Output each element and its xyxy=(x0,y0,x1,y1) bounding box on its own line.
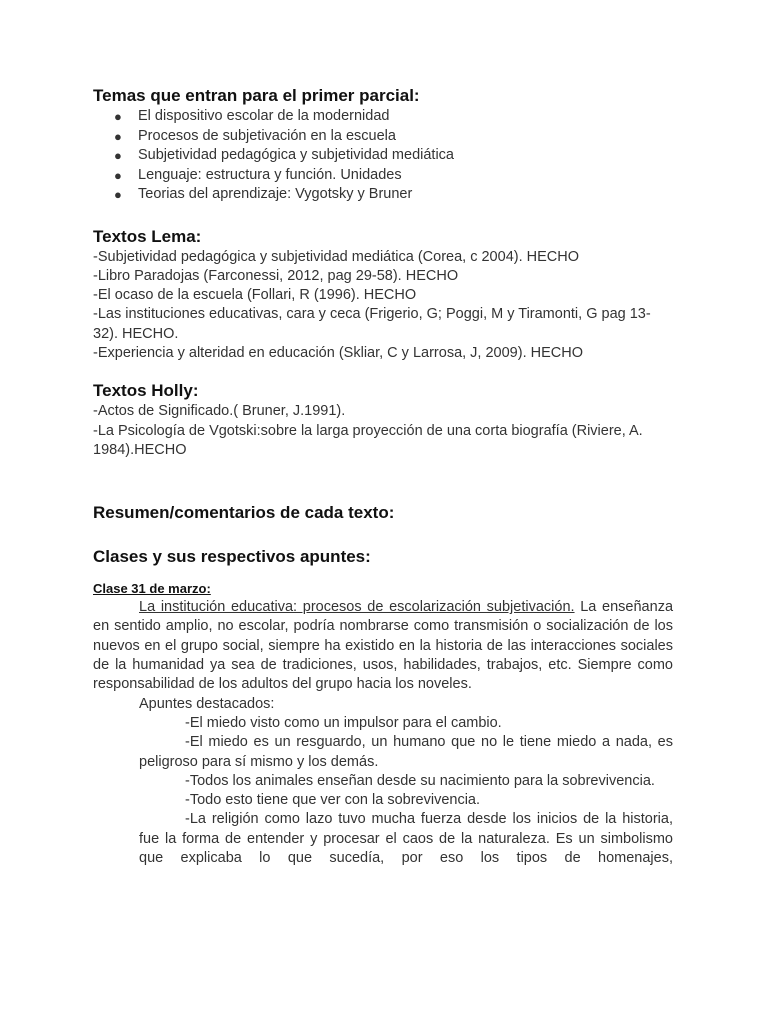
heading-clases: Clases y sus respectivos apuntes: xyxy=(93,547,371,567)
list-item: -El ocaso de la escuela (Follari, R (1996). HECHO xyxy=(93,287,417,304)
heading-temas-parcial: Temas que entran para el primer parcial: xyxy=(93,86,420,105)
clase-title: Clase 31 de marzo: xyxy=(93,581,211,597)
temas-list xyxy=(93,107,673,205)
list-item: -Las instituciones educativas, cara y ceca (Frigerio, G; Poggi, M y Tiramonti, G pag 13-32). HECHO. xyxy=(93,306,651,342)
clase-intro-paragraph xyxy=(93,598,673,694)
apunte-item: -El miedo es un resguardo, un humano que no le tiene miedo a nada, es peligroso para sí mismo y los demás. xyxy=(139,734,673,770)
bullet-icon: ● xyxy=(114,167,122,183)
apunte-item: -Todos los animales enseñan desde su nacimiento para la sobrevivencia. xyxy=(185,772,655,789)
list-item: ● Teorias del aprendizaje: Vygotsky y Bruner xyxy=(93,185,673,205)
apunte-item: -Todo esto tiene que ver con la sobrevivencia. xyxy=(185,792,481,809)
clase-intro-topic: La institución educativa: procesos de escolarización subjetivación. xyxy=(139,599,575,616)
list-item: -Experiencia y alteridad en educación (Skliar, C y Larrosa, J, 2009). HECHO xyxy=(93,344,583,361)
document-content xyxy=(93,85,673,868)
apunte-item: -El miedo visto como un impulsor para el cambio. xyxy=(185,714,502,731)
list-item: ● Lenguaje: estructura y función. Unidades xyxy=(93,166,673,186)
heading-textos-holly: Textos Holly: xyxy=(93,381,199,401)
list-item: -Actos de Significado.( Bruner, J.1991). xyxy=(93,403,346,420)
clase-intro-text: La enseñanza en sentido amplio, no escolar, podría nombrarse como transmisión o socialización de los nuevos en el grupo social, siempre ha existido en la historia de las interacciones sociales de la humanidad ya sea de tradiciones, usos, habilidades, trabajos, etc. Siempre como responsabilidad de los adultos del grupo hacia los noveles. xyxy=(93,599,674,693)
list-item: -Subjetividad pedagógica y subjetividad mediática (Corea, c 2004). HECHO xyxy=(93,248,580,265)
list-item: -La Psicología de Vgotski:sobre la larga proyección de una corta biografía (Riviere, A. 1984).HECHO xyxy=(93,422,643,458)
apunte-item: -La religión como lazo tuvo mucha fuerza desde los inicios de la historia, fue la forma de entender y procesar el caos de la naturaleza. Es un simbolismo que explicaba lo que sucedía, por eso los tipos de homenajes, xyxy=(139,811,673,867)
heading-resumen: Resumen/comentarios de cada texto: xyxy=(93,503,395,523)
apuntes-label: Apuntes destacados: xyxy=(139,695,275,712)
bullet-icon: ● xyxy=(114,148,122,163)
apuntes-section xyxy=(93,695,673,869)
bullet-icon: ● xyxy=(114,109,122,124)
lema-list xyxy=(93,248,673,364)
list-item: ● Procesos de subjetivación en la escuela xyxy=(93,127,673,147)
list-item: ● Subjetividad pedagógica y subjetividad mediática xyxy=(93,146,673,166)
list-item: -Libro Paradojas (Farconessi, 2012, pag 29-58). HECHO xyxy=(93,267,459,284)
bullet-icon: ● xyxy=(114,187,122,202)
heading-textos-lema: Textos Lema: xyxy=(93,226,202,246)
holly-list xyxy=(93,402,673,460)
bullet-icon: ● xyxy=(114,128,122,144)
list-item: ● El dispositivo escolar de la modernidad xyxy=(93,107,673,127)
